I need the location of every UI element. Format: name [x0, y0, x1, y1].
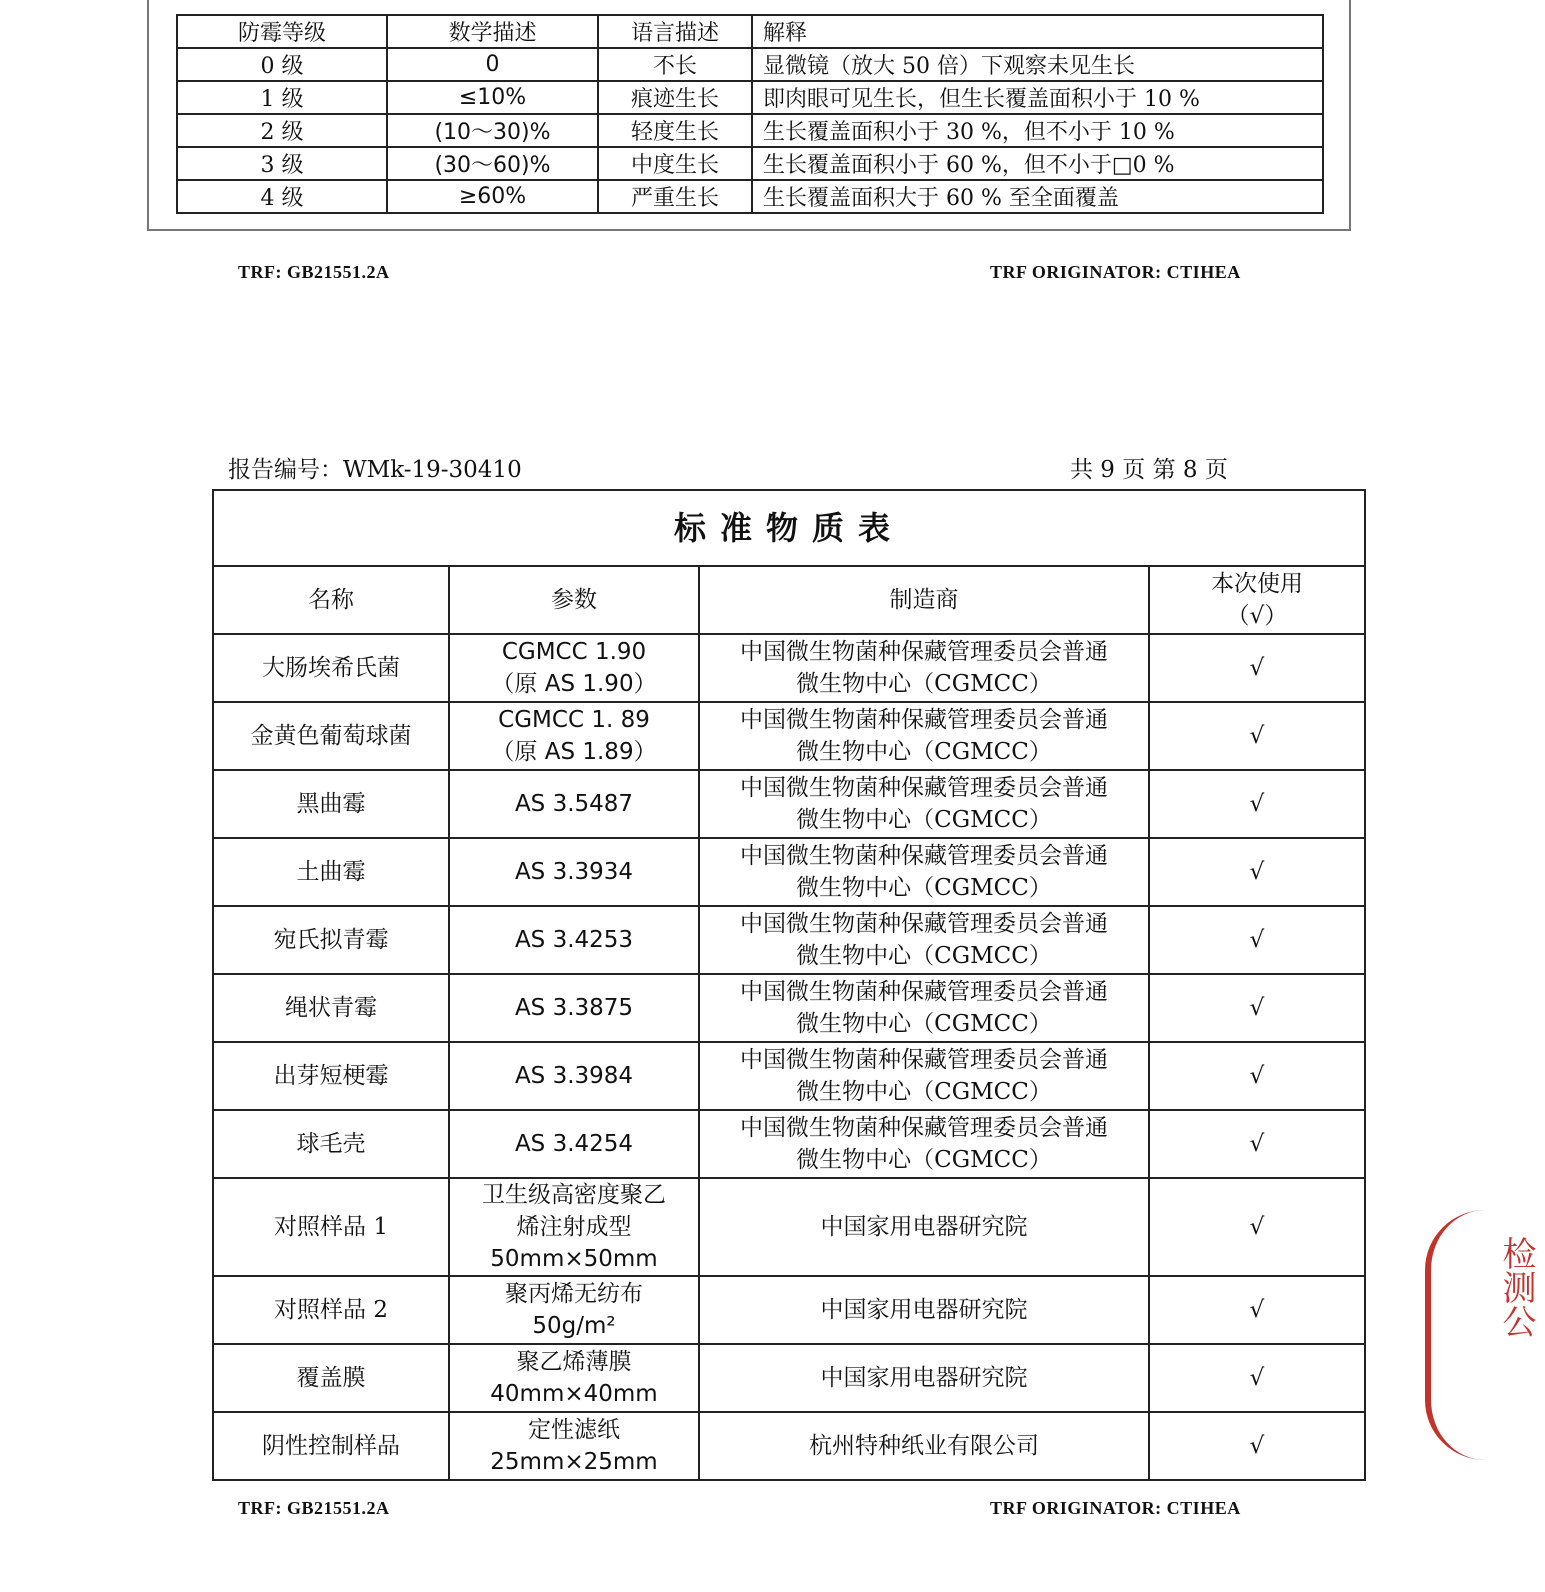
used-cell: √ — [1149, 1178, 1365, 1276]
used-cell: √ — [1149, 906, 1365, 974]
param-cell — [449, 906, 699, 974]
footer-trf-originator-bottom: TRF ORIGINATOR: CTIHEA — [990, 1498, 1241, 1518]
table-title: 标准物质表 — [213, 490, 1365, 566]
param-cell-line: AS 3.3984 — [514, 1063, 634, 1089]
table-header-row — [177, 15, 1323, 48]
footer-trf-left-bottom: TRF: GB21551.2A — [238, 1498, 390, 1518]
table-row — [213, 974, 1365, 1042]
param-cell-line: 50mm×50mm — [490, 1246, 658, 1272]
name-cell: 绳状青霉 — [213, 974, 449, 1042]
maker-cell-line: 微生物中心（CGMCC） — [796, 875, 1052, 901]
param-cell — [449, 1276, 699, 1344]
used-cell: √ — [1149, 1412, 1365, 1480]
reference-material-table — [212, 489, 1366, 1481]
inspection-stamp: 检测公 — [1425, 1210, 1545, 1460]
param-cell-line: 40mm×40mm — [490, 1381, 658, 1407]
name-cell: 黑曲霉 — [213, 770, 449, 838]
used-cell: √ — [1149, 838, 1365, 906]
maker-cell-line: 微生物中心（CGMCC） — [796, 943, 1052, 969]
name-cell: 金黄色葡萄球菌 — [213, 702, 449, 770]
param-cell-line: AS 3.3934 — [514, 859, 634, 885]
maker-cell-line: 中国家用电器研究院 — [820, 1214, 1028, 1240]
maker-cell — [699, 974, 1149, 1042]
header-used-line1: 本次使用 — [1211, 571, 1303, 597]
table-row — [213, 906, 1365, 974]
param-cell — [449, 1110, 699, 1178]
explanation-cell: 生长覆盖面积小于 30 %，但不小于 10 % — [752, 114, 1323, 147]
param-cell — [449, 974, 699, 1042]
table-row — [213, 1042, 1365, 1110]
name-cell: 对照样品 1 — [213, 1178, 449, 1276]
used-cell: √ — [1149, 1110, 1365, 1178]
grade-cell: 1 级 — [177, 81, 387, 114]
param-cell-line: AS 3.5487 — [514, 791, 634, 817]
table-row — [213, 1344, 1365, 1412]
header-used-line2: （√） — [1226, 603, 1288, 629]
param-cell-line: 卫生级高密度聚乙 — [482, 1182, 666, 1208]
param-cell-line: 聚乙烯薄膜 — [516, 1349, 632, 1375]
header-cell-used — [1149, 566, 1365, 634]
table-row — [213, 634, 1365, 702]
maker-cell-line: 微生物中心（CGMCC） — [796, 1079, 1052, 1105]
param-cell — [449, 634, 699, 702]
param-cell-line: AS 3.4253 — [514, 927, 634, 953]
header-cell-explanation: 解释 — [752, 15, 1323, 48]
mold-grade-table — [176, 14, 1324, 214]
grade-cell: 2 级 — [177, 114, 387, 147]
table-row — [177, 48, 1323, 81]
explanation-cell: 即肉眼可见生长，但生长覆盖面积小于 10 % — [752, 81, 1323, 114]
language-cell: 轻度生长 — [598, 114, 752, 147]
maker-cell-line: 中国微生物菌种保藏管理委员会普通 — [740, 1047, 1108, 1073]
used-cell: √ — [1149, 634, 1365, 702]
grade-cell: 0 级 — [177, 48, 387, 81]
maker-cell-line: 中国微生物菌种保藏管理委员会普通 — [740, 775, 1108, 801]
name-cell: 球毛壳 — [213, 1110, 449, 1178]
maker-cell-line: 微生物中心（CGMCC） — [796, 739, 1052, 765]
param-cell — [449, 838, 699, 906]
used-cell: √ — [1149, 1276, 1365, 1344]
maker-cell-line: 中国微生物菌种保藏管理委员会普通 — [740, 911, 1108, 937]
param-cell-line: AS 3.4254 — [514, 1131, 634, 1157]
used-cell: √ — [1149, 702, 1365, 770]
param-cell-line: 烯注射成型 — [516, 1214, 632, 1240]
maker-cell-line: 中国家用电器研究院 — [820, 1297, 1028, 1323]
param-cell-line: 25mm×25mm — [490, 1449, 658, 1475]
header-cell-param: 参数 — [449, 566, 699, 634]
explanation-cell: 显微镜（放大 50 倍）下观察未见生长 — [752, 48, 1323, 81]
maker-cell-line: 杭州特种纸业有限公司 — [809, 1433, 1039, 1459]
maker-cell — [699, 1276, 1149, 1344]
name-cell: 宛氏拟青霉 — [213, 906, 449, 974]
maker-cell — [699, 1178, 1149, 1276]
language-cell: 中度生长 — [598, 147, 752, 180]
used-cell: √ — [1149, 770, 1365, 838]
header-cell-math: 数学描述 — [387, 15, 598, 48]
param-cell-line: （原 AS 1.90） — [491, 671, 657, 697]
table-row — [213, 770, 1365, 838]
name-cell: 大肠埃希氏菌 — [213, 634, 449, 702]
maker-cell-line: 微生物中心（CGMCC） — [796, 1011, 1052, 1037]
header-cell-language: 语言描述 — [598, 15, 752, 48]
footer-trf-left: TRF: GB21551.2A — [238, 262, 390, 282]
param-cell — [449, 702, 699, 770]
param-cell — [449, 1344, 699, 1412]
maker-cell-line: 中国微生物菌种保藏管理委员会普通 — [740, 843, 1108, 869]
table-row — [213, 1276, 1365, 1344]
param-cell — [449, 1042, 699, 1110]
table-row — [213, 702, 1365, 770]
maker-cell-line: 中国微生物菌种保藏管理委员会普通 — [740, 707, 1108, 733]
maker-cell — [699, 702, 1149, 770]
param-cell — [449, 1412, 699, 1480]
name-cell: 覆盖膜 — [213, 1344, 449, 1412]
name-cell: 对照样品 2 — [213, 1276, 449, 1344]
name-cell: 土曲霉 — [213, 838, 449, 906]
used-cell: √ — [1149, 1042, 1365, 1110]
page-edge-right — [1349, 0, 1351, 230]
param-cell — [449, 770, 699, 838]
math-cell: (30～60)% — [387, 147, 598, 180]
grade-cell: 4 级 — [177, 180, 387, 213]
explanation-cell: 生长覆盖面积大于 60 % 至全面覆盖 — [752, 180, 1323, 213]
report-number: 报告编号：WMk-19-30410 — [228, 457, 522, 483]
table-row — [177, 180, 1323, 213]
param-cell-line: （原 AS 1.89） — [491, 739, 657, 765]
name-cell: 阴性控制样品 — [213, 1412, 449, 1480]
language-cell: 不长 — [598, 48, 752, 81]
name-cell: 出芽短梗霉 — [213, 1042, 449, 1110]
math-cell: ≥60% — [387, 180, 598, 213]
maker-cell-line: 微生物中心（CGMCC） — [796, 1147, 1052, 1173]
header-cell-grade: 防霉等级 — [177, 15, 387, 48]
table-row — [177, 114, 1323, 147]
maker-cell-line: 中国微生物菌种保藏管理委员会普通 — [740, 979, 1108, 1005]
table-row — [177, 147, 1323, 180]
maker-cell — [699, 1042, 1149, 1110]
used-cell: √ — [1149, 974, 1365, 1042]
maker-cell-line: 微生物中心（CGMCC） — [796, 807, 1052, 833]
maker-cell — [699, 1412, 1149, 1480]
maker-cell-line: 微生物中心（CGMCC） — [796, 671, 1052, 697]
explanation-cell: 生长覆盖面积小于 60 %，但不小于□0 % — [752, 147, 1323, 180]
maker-cell — [699, 838, 1149, 906]
language-cell: 痕迹生长 — [598, 81, 752, 114]
param-cell — [449, 1178, 699, 1276]
header-cell-maker: 制造商 — [699, 566, 1149, 634]
maker-cell — [699, 770, 1149, 838]
param-cell-line: 定性滤纸 — [528, 1417, 620, 1443]
param-cell-line: CGMCC 1. 89 — [498, 707, 650, 733]
table-row — [213, 1412, 1365, 1480]
table-row — [213, 1178, 1365, 1276]
math-cell: ≤10% — [387, 81, 598, 114]
language-cell: 严重生长 — [598, 180, 752, 213]
table-row — [213, 1110, 1365, 1178]
maker-cell — [699, 906, 1149, 974]
grade-cell: 3 级 — [177, 147, 387, 180]
math-cell: (10～30)% — [387, 114, 598, 147]
param-cell-line: CGMCC 1.90 — [501, 639, 647, 665]
table-row — [177, 81, 1323, 114]
table-title-row — [213, 490, 1365, 566]
page-count: 共 9 页 第 8 页 — [1070, 457, 1228, 483]
math-cell: 0 — [387, 48, 598, 81]
page-edge-bottom — [147, 229, 1351, 231]
table-header-row — [213, 566, 1365, 634]
header-cell-name: 名称 — [213, 566, 449, 634]
page-edge-left — [147, 0, 149, 230]
used-cell: √ — [1149, 1344, 1365, 1412]
footer-trf-originator: TRF ORIGINATOR: CTIHEA — [990, 262, 1241, 282]
param-cell-line: 聚丙烯无纺布 — [505, 1281, 643, 1307]
table-row — [213, 838, 1365, 906]
param-cell-line: AS 3.3875 — [514, 995, 634, 1021]
maker-cell-line: 中国家用电器研究院 — [820, 1365, 1028, 1391]
param-cell-line: 50g/m² — [532, 1313, 616, 1339]
maker-cell — [699, 634, 1149, 702]
maker-cell — [699, 1344, 1149, 1412]
maker-cell-line: 中国微生物菌种保藏管理委员会普通 — [740, 1115, 1108, 1141]
maker-cell — [699, 1110, 1149, 1178]
maker-cell-line: 中国微生物菌种保藏管理委员会普通 — [740, 639, 1108, 665]
